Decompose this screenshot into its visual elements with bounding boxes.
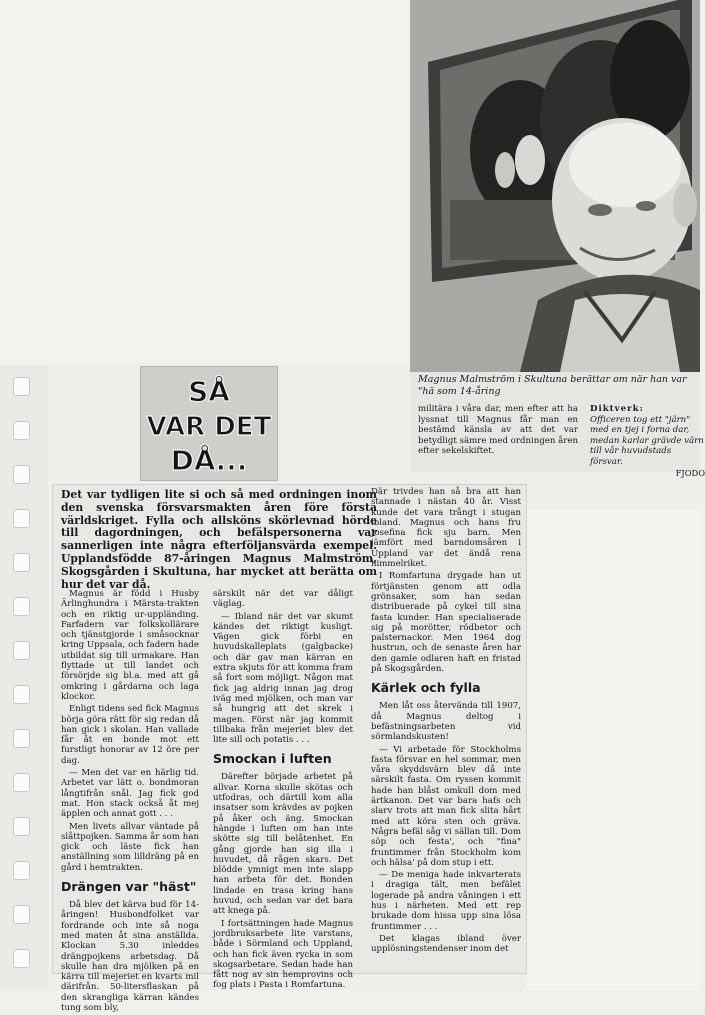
paragraph: Där trivdes han så bra att han stannade i nästan 40 år. Visst kunde det vara trångt i stugan ibland. Magnus och hans fru Josefina fick sju barn. Men jämfört med barndomsåren i Uppland var det ändå rena himmelriket. [371, 487, 521, 570]
paragraph: I fortsättningen hade Magnus jordbruksarbete lite varstans, både i Sörmland och Uppland, och han fick även rycka in som skogsarbetare. Sedan hade han fått nog av sin hemprovins och fog plats i Pasta i Romfartuna. [213, 918, 353, 991]
diktverk-line: medan karlar grävde värn [590, 435, 704, 446]
logo-line: DÅ... [170, 444, 248, 477]
punch-hole [13, 377, 30, 396]
subheading: Kärlek och fylla [371, 680, 481, 696]
punch-hole [13, 861, 30, 880]
punch-hole [13, 949, 30, 968]
logo-lettering [141, 367, 277, 480]
paragraph: — De meniga hade inkvarterats i dragiga tält, men befälet logerade på andra våningen i ett hus i närheten. Med ett rep brukade dom hissa upp sina lösa fruntimmer . . . [371, 870, 521, 932]
punch-hole [13, 685, 30, 704]
portrait-illustration [410, 0, 700, 372]
diktverk-line: till vår huvudstads försvar. [590, 446, 672, 467]
article-column-2 [213, 589, 353, 993]
photo-clipping [410, 0, 705, 478]
paragraph: Därefter började arbetet på allvar. Korna skulle skötas och utfodras, och därtill kom alla insatser som krävdes av pojken på åker och äng. Smockan hängde i luften om han inte skötte sig till belåtenhet. En gång gjorde han sig illa i huvudet, då rågen skars. Det blödde ymnigt men inte slapp han arbeta för det. Bonden lindade en trasa kring hans huvud, och sedan var det bara att knega på. [213, 772, 353, 917]
punch-hole [13, 597, 30, 616]
paragraph: Men livets allvar väntade på slåttpojken. Samma år som han gick och läste fick han anställning som lilldräng på en gård i hemtrakten. [61, 821, 199, 873]
punch-hole [13, 905, 30, 924]
paragraph: Enligt tidens sed fick Magnus börja göra rätt för sig redan då han gick i skolan. Han vallade får åt en bonde mot ett furstligt honorar av 12 öre per dag. [61, 704, 199, 766]
logo-line: VAR DET [146, 412, 272, 442]
paragraph: — Men det var en härlig tid. Arbetet var lätt o. bondmoran långtifrån snål. Jag fick god mat. Hon stack också åt mej äpplen och annat gott . . . [61, 768, 199, 820]
sa-var-det-da-logo [140, 366, 278, 481]
binder-strip [0, 365, 48, 990]
blank-page-area [527, 510, 700, 990]
diktverk-line: med en tjej i forna dar, [590, 425, 690, 436]
punch-hole [13, 553, 30, 572]
diktverk-line: Officeren tog ett "järn" [590, 414, 691, 425]
paragraph: I Romfartuna drygade han ut förtjänsten genom att odla grönsaker, som han sedan distribuerade på cykel till sina fasta kunder. Han specialiserade sig på morötter, rödbetor och palsternackor. Men 1964 dog hustrun, och de senaste åren har den gamle odlaren haft en fristad på Skogsgården. [371, 571, 521, 675]
article-column-3 [371, 487, 521, 956]
logo-line: SÅ [188, 375, 230, 408]
blank-page-area [0, 0, 408, 365]
punch-hole [13, 641, 30, 660]
paragraph: Magnus är född i Husby Ärlinghundra i Märsta-trakten och en riktig ur-uppländing. Farfadern var folkskollärare och tjänstgjorde i småsocknar kring Uppsala, och fadern hade utbildat sig till urmakare. Han flyttade ut till landet och försörjde sig bl.a. med att gå omkring i gårdarna och laga klockor. [61, 589, 199, 702]
diktverk-heading: Diktverk: [590, 404, 644, 414]
paragraph: Då blev det kärva bud för 14-åringen! Husbondfolket var fordrande och inte så noga med maten åt sina anställda. Klockan 5.30 inleddes drängpojkens arbetsdag. Då skulle han dra mjölken på en kärra till mejeriet en kvarts mil därifrån. 50-litersflaskan på den skrangliga kärran kändes tung som bly, [61, 900, 199, 1013]
paragraph: — Vi arbetade för Stockholms fasta försvar en hel sommar, men våra skyddsvärn blev då inte särskilt fasta. Om ryssen kommit hade han blåst omkull dom med ärtkanon. Det var bara hafs och slarv trots att man fick slita hårt med att köra sten och gräva. Några befäl såg vi sällan till. Dom söp och festa', och "fina" fruntimmer från Stockholm kom och hälsa' på dom stup i ett. [371, 744, 521, 868]
article-fragment-text: militära i våra dar, men efter att ha lyssnat till Magnus får man en bestämd känsla av att det var betydligt sämre med ordningen åren efter sekelskiftet. [418, 404, 578, 457]
paragraph: särskilt när det var dåligt väglag. [213, 589, 353, 610]
diktverk-signature: FJODO [675, 467, 705, 478]
punch-hole [13, 773, 30, 792]
subheading: Smockan i luften [213, 751, 332, 767]
article-column-1 [61, 589, 199, 1015]
portrait-photo [410, 0, 700, 372]
punch-hole [13, 729, 30, 748]
photo-caption: Magnus Malmström i Skultuna berättar om när han var "hä som 14-åring [418, 374, 687, 397]
punch-hole [13, 817, 30, 836]
punch-hole [13, 421, 30, 440]
diktverk-box [590, 404, 705, 478]
subheading: Drängen var "häst" [61, 879, 197, 895]
punch-hole [13, 509, 30, 528]
paragraph: — Ibland när det var skumt kändes det riktigt kusligt. Vägen gick förbi en huvudskalleplats (galgbacke) och där gav man kärran en extra skjuts för att komma fram så fort som möjligt. Någon mat fick jag aldrig innan jag drog iväg med mjölken, och man var så hungrig att det skrek i magen. Först när jag kommit tillbaka från mejeriet blev det lite sill och potatis . . . [213, 611, 353, 746]
article-ingress: Det var tydligen lite si och så med ordningen inom den svenska försvarsmakten åren före första världskriget. Fylla och allsköns skörlevnad hörde till dagordningen, och befälspersonerna var sannerligen inte några efterföljansvärda exempel. Upplandsfödde 87-åringen Magnus Malmström, Skogsgården i Skultuna, har mycket att berätta om hur det var då. [61, 488, 377, 591]
punch-hole [13, 465, 30, 484]
newspaper-article [52, 484, 527, 1013]
paragraph: Det klagas ibland över upplösningstendenser inom det [371, 933, 521, 955]
paragraph: Men låt oss återvända till 1907, då Magnus deltog i befästningsarbeten vid sörmlandskusten! [371, 701, 521, 743]
